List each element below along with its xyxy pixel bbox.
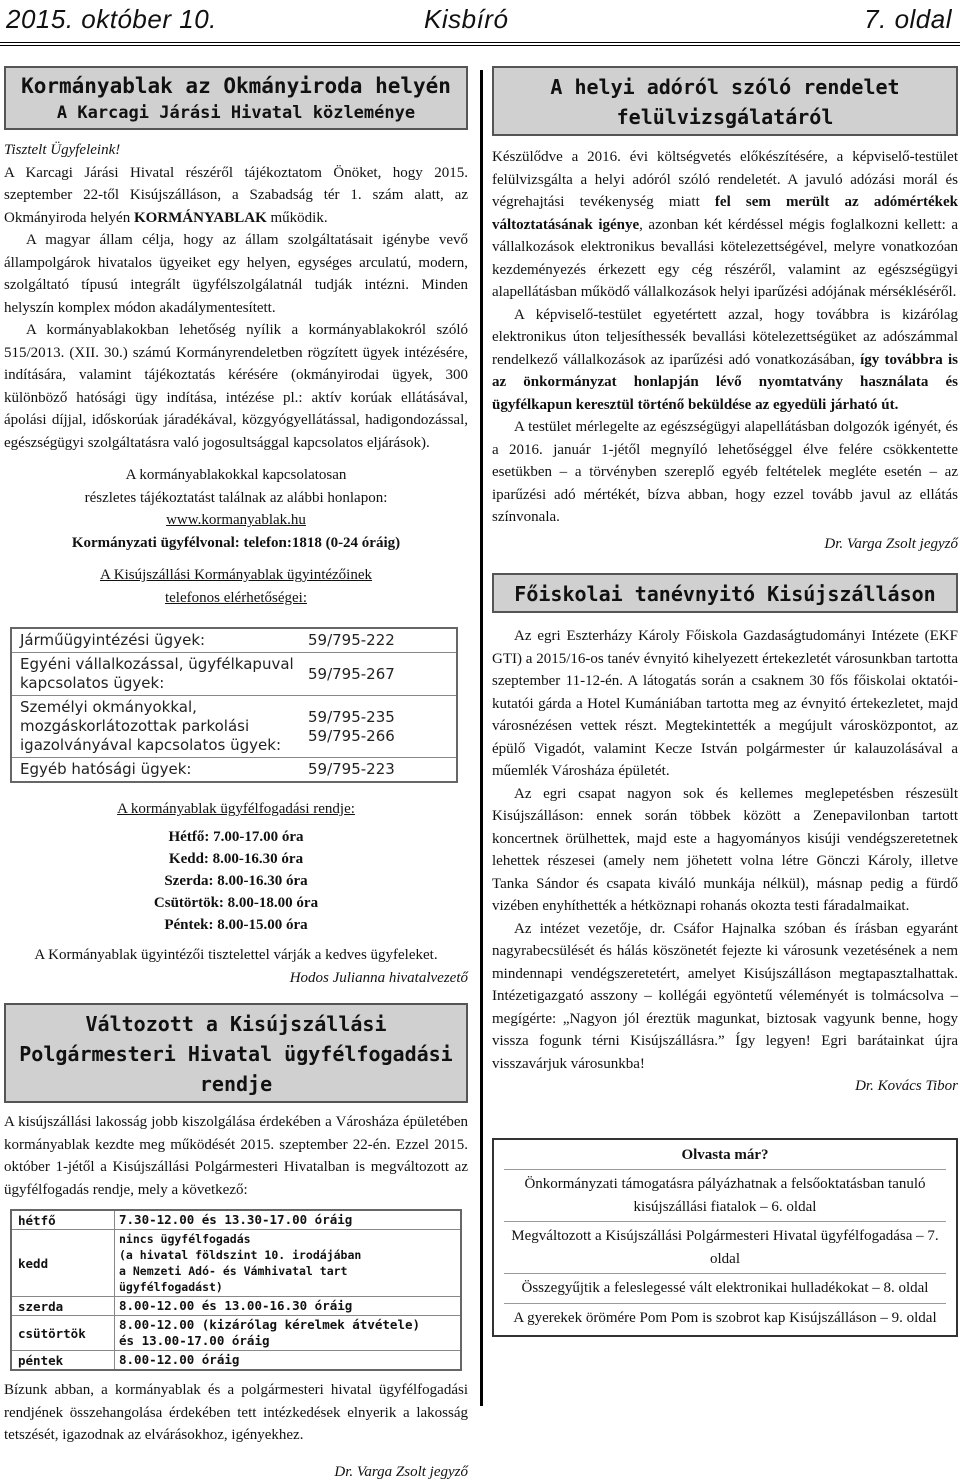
closing-line: A Kormányablak ügyintézői tisztelettel várják a kedves ügyfeleket. [4, 944, 468, 967]
paragraph: Az intézet vezetője, dr. Csáfor Hajnalka szóban és írásban egyaránt nagyrabecsülését és hálás köszönetét fejezte ki városunk vezetésének a nem mindennapi vendégszeretetért, amelyet Kisújszálláson megtapasztalhattak. Intézetigazgató asszony – kollégái egyöntetű véleményét is tolmácsolva – megígérte: „Nagyon jól éreztük magunkat, biztosak vagyunk benne, hogy vissza fogunk térni Kisújszállásra.” Így legyen! Egri barátainkat újra visszavárjuk városunkba! [492, 918, 958, 1076]
hotline: Kormányzati ügyfélvonal: telefon:1818 (0-24 óráig) [4, 532, 468, 555]
paragraph: Készülődve a 2016. évi költségvetés előkészítésére, a képviselő-testület felülvizsgálta a helyi adóról szóló rendeletét. A javuló adózási morál és végrehajtási tevékenység miatt fel sem merült az adómértékek változtatásának igénye, azonban két kérdéssel mégis foglalkozni kellett: a vállalkozások elektronikus bevallási kötelezettségével, melyre vonatkozóan kezdeményezés érkezett egy cég részéről, valamint az egészségügyi alapellátásban működő vállalkozások helyi iparűzési adójának mérsékléséről. [492, 146, 958, 304]
hours-item: Hétfő: 7.00-17.00 óra [4, 826, 468, 848]
box-title: Olvasta már? [504, 1144, 946, 1167]
table-row: csütörtök 8.00-12.00 (kizárólag kérelmek átvétele) és 13.00-17.00 óráig [12, 1315, 460, 1350]
paragraph: A képviselő-testület egyetértett azzal, hogy továbbra is kizárólag elektronikus úton teljesíthessék bevallási kötelezettségüket az adószámmal rendelkező vállalkozások az iparűzési adó vonatkozásában, így továbbra is az önkormányzat honlapján lévő nyomtatvány használata és ügyfélkapun keresztül történő beküldése az egyedüli járható út. [492, 304, 958, 417]
paragraph: Az egri csapat nagyon sok és kellemes meglepetésben részesült Kisújszálláson: ennek során többek között a Zenepavilonban tartott koncertnek örülhettek, majd este a hagyományos kisúji vendégszeretetnek lehettek részesei (amely nem jöhetett volna létre Gönczi Károly, illetve Tanka Sándor és csapata kiváló munkája nélkül), másnap pedig a fürdő vizében enyhíthették a hétköznapi rohanás okozta testi fáradalmaikat. [492, 783, 958, 918]
article-title: felülvizsgálatáról [494, 102, 956, 132]
masthead [0, 0, 960, 46]
paragraph: A kormányablakokban lehetőség nyílik a kormányablakokról szóló 515/2013. (XII. 30.) számú Kormányrendeletben rögzített ügyek intézésére, indítására, valamint tájékoztatás kérésére (okmányirodai ügyek, 300 különböző hatósági ügy indítása, intézése pl.: aktív korúak ellátásával, ápolási díjjal, időskorúak járadékával, közgyógyellátással, hadigondozással, egészségügyi szolgáltatásra való jogosultsággal kapcsolatos eljárások). [4, 319, 468, 454]
paragraph: Az egri Eszterházy Károly Főiskola Gazdaságtudományi Intézete (EKF GTI) a 2015/16-os tanév évnyitó kihelyezett értekezletét városunkban tartotta szeptember 11-12-én. A látogatás során a csaknem 30 fős főiskolai oktatói-kutatói gárda a Hotel Kumániában tartotta meg az évnyitó értekezletet, majd városnézésen vettek részt. Megtekintették a megújult városközpontot, az épülő Vigadót, valamint Kecze István polgármester úr kalauzolásával a műemlék Városháza épületét. [492, 625, 958, 783]
article-title: Kormányablak az Okmányiroda helyén [6, 72, 466, 100]
hours-list [4, 826, 468, 936]
article-kormanyablak-header [4, 66, 468, 130]
info-line: A kormányablakokkal kapcsolatosan [4, 464, 468, 487]
issue-date: 2015. október 10. [6, 4, 217, 35]
table-row: Járműügyintézési ügyek: 59/795-222 [12, 629, 456, 652]
hours-item: Szerda: 8.00-16.30 óra [4, 870, 468, 892]
paragraph: Bízunk abban, a kormányablak és a polgármesteri hivatal ügyfélfogadási rendjének összehangolása érdekében tett intézkedések elnyerik a lakosság tetszését, igazodnak az elvárásokhoz, igényekhez. [4, 1379, 468, 1447]
hours-heading: A kormányablak ügyfélfogadási rendje: [4, 801, 468, 818]
article-helyi-ado-header [492, 66, 958, 136]
paragraph: A testület mérlegelte az egészségügyi alapellátásban dolgozók igényét, és a 2016. január 1-jétől megnyíló lehetőséggel élve felére csökkentette esetükben – a törvényben szereplő egyéb feltételek megléte esetén – az iparűzési adó mértékét, bízva abban, hogy ezzel tovább javul az ellátás színvonala. [492, 416, 958, 529]
table-row: hétfő 7.30-12.00 és 13.30-17.00 óráig [12, 1211, 460, 1229]
article-title: Főiskolai tanévnyitó Kisújszálláson [494, 579, 956, 609]
page-number: 7. oldal [864, 4, 952, 35]
paragraph: A magyar állam célja, hogy az állam szolgáltatásait igénybe vevő állampolgárok hivatalos ügyeiket egy helyen, egységes arculatú, modern, szolgáltató típusú integrált ügyfélszolgálatnál tudják intézni. Minden helyszín komplex módon akadálymentesített. [4, 229, 468, 319]
signature: Hodos Julianna hivatalvezető [4, 967, 468, 990]
paragraph: A kisújszállási lakosság jobb kiszolgálása érdekében a Városháza épületében kormányablak kezdte meg működését 2015. szeptember 22-én. Ezzel 2015. október 1-jétől a Kisújszállási Polgármesteri Hivatalban is megváltozott az ügyfélfogadás rendje, mely a következő: [4, 1111, 468, 1201]
signature: Dr. Varga Zsolt jegyző [492, 533, 958, 556]
hours-item: Péntek: 8.00-15.00 óra [4, 914, 468, 936]
hours-item: Csütörtök: 8.00-18.00 óra [4, 892, 468, 914]
phone-table [10, 627, 458, 783]
box-item[interactable]: Összegyűjtik a feleslegessé vált elektronikai hulladékokat – 8. oldal [504, 1273, 946, 1300]
table-row: Személyi okmányokkal, mozgáskorlátozottak parkolási igazolványával kapcsolatos ügyek: 59/795-235 59/795-266 [12, 695, 456, 757]
article-title: Változott a Kisújszállási Polgármesteri Hivatal ügyfélfogadási rendje [6, 1009, 466, 1099]
right-column [492, 66, 958, 1337]
info-line: részletes tájékoztatást találnak az alábbi honlapon: [4, 487, 468, 510]
phones-heading: A Kisújszállási Kormányablak ügyintézőinek telefonos elérhetőségei: [4, 564, 468, 609]
website-link[interactable]: www.kormanyablak.hu [4, 509, 468, 532]
left-column [4, 66, 468, 1483]
olvasta-mar-box [492, 1138, 958, 1338]
newspaper-title: Kisbíró [424, 4, 508, 35]
office-hours-table [10, 1209, 462, 1371]
table-row: Egyéb hatósági ügyek: 59/795-223 [12, 757, 456, 781]
signature: Dr. Kovács Tibor [492, 1075, 958, 1098]
article-polgarmesteri-header [4, 1003, 468, 1103]
paragraph: A Karcagi Járási Hivatal részéről tájékoztatom Önöket, hogy 2015. szeptember 22-től Kisújszálláson, a Szabadság tér 1. szám alatt, az Okmányiroda helyén KORMÁNYABLAK működik. [4, 162, 468, 230]
box-item[interactable]: Önkormányzati támogatásra pályázhatnak a felsőoktatásban tanuló kisújszállási fiatalok – 6. oldal [504, 1169, 946, 1218]
box-item[interactable]: A gyerekek örömére Pom Pom is szobrot kap Kisújszálláson – 9. oldal [504, 1303, 946, 1330]
article-subtitle: A Karcagi Járási Hivatal közleménye [6, 100, 466, 126]
hours-item: Kedd: 8.00-16.30 óra [4, 848, 468, 870]
table-row: Egyéni vállalkozással, ügyfélkapuval kapcsolatos ügyek: 59/795-267 [12, 652, 456, 695]
article-title: A helyi adóról szóló rendelet [494, 72, 956, 102]
table-row: szerda 8.00-12.00 és 13.00-16.30 óráig [12, 1296, 460, 1315]
table-row: péntek 8.00-12.00 óráig [12, 1350, 460, 1369]
table-row: kedd nincs ügyfélfogadás (a hivatal földszint 10. irodájában a Nemzeti Adó- és Vámhivatal tart ügyfélfogadást) [12, 1229, 460, 1296]
signature: Dr. Varga Zsolt jegyző [4, 1461, 468, 1483]
greeting: Tisztelt Ügyfeleink! [4, 139, 468, 162]
info-block [4, 464, 468, 554]
article-foiskolai-header [492, 573, 958, 613]
column-divider [480, 70, 483, 1406]
box-item[interactable]: Megváltozott a Kisújszállási Polgármesteri Hivatal ügyfélfogadása – 7. oldal [504, 1221, 946, 1270]
